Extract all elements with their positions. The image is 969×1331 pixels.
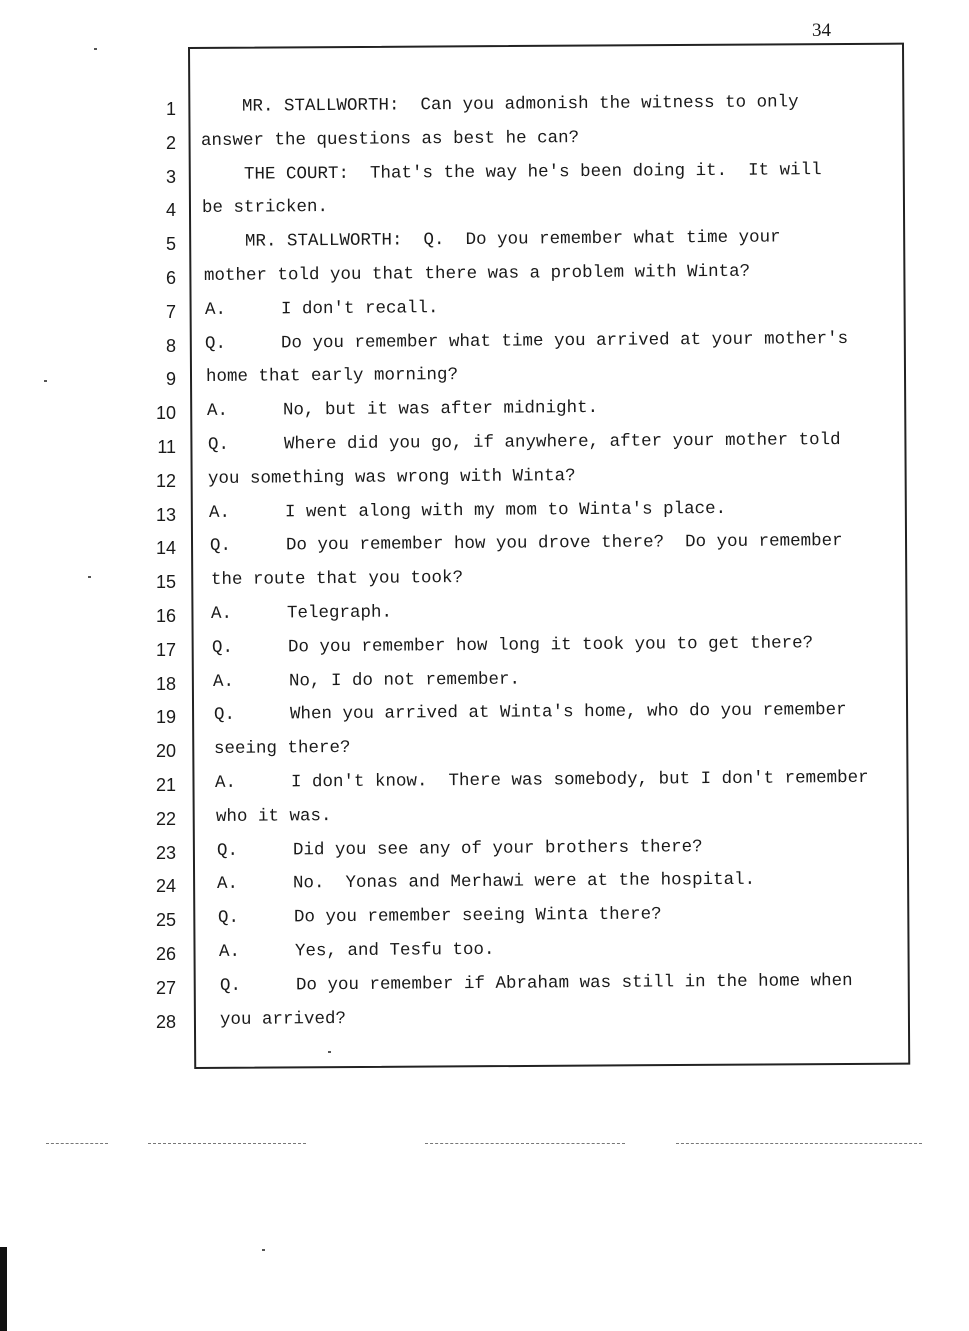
line-body: MR. STALLWORTH: Q. Do you remember what time your <box>202 227 781 253</box>
line-body: answer the questions as best he can? <box>200 127 579 151</box>
line-body: I don't know. There was somebody, but I don't remember <box>290 767 869 793</box>
question-marker: Q. <box>211 637 234 658</box>
line-number: 17 <box>155 639 176 660</box>
transcript-line <box>213 669 520 691</box>
line-body: When you arrived at Winta's home, who do you remember <box>289 700 847 725</box>
scan-speck <box>44 380 47 382</box>
line-body: Do you remember what time you arrived at your mother's <box>281 328 849 353</box>
footer-rule <box>425 1143 625 1144</box>
line-body: I went along with my mom to Winta's place. <box>284 498 727 522</box>
page-number: 34 <box>812 20 831 41</box>
line-body: No, I do not remember. <box>288 669 520 691</box>
line-number: 15 <box>155 572 176 593</box>
line-number: 18 <box>155 673 176 694</box>
line-body: Telegraph. <box>287 602 393 624</box>
transcript-line <box>216 806 332 827</box>
line-body: you something was wrong with Winta? <box>208 465 576 489</box>
answer-marker: A. <box>212 671 234 692</box>
transcript-line <box>204 298 438 320</box>
transcript-line <box>204 262 750 286</box>
line-body: THE COURT: That's the way he's been doing it. It will <box>201 159 822 185</box>
line-body: Yes, and Tesfu too. <box>294 939 495 962</box>
line-number: 9 <box>165 369 176 390</box>
line-body: mother told you that there was a problem with Winta? <box>203 261 750 286</box>
line-number: 20 <box>155 741 176 762</box>
line-body: the route that you took? <box>210 568 463 591</box>
footer-rule <box>676 1143 922 1144</box>
answer-marker: A. <box>214 772 237 793</box>
question-marker: Q. <box>216 840 238 861</box>
answer-marker: A. <box>208 502 231 523</box>
line-number: 21 <box>155 775 176 795</box>
transcript-line <box>202 197 328 218</box>
line-number: 16 <box>155 606 176 626</box>
answer-marker: A. <box>218 941 240 962</box>
answer-marker: A. <box>206 401 228 422</box>
line-body: who it was. <box>215 805 332 827</box>
transcript-line <box>209 499 726 523</box>
transcript-line <box>219 940 495 962</box>
line-number: 27 <box>155 977 176 998</box>
scan-speck <box>328 1051 331 1053</box>
answer-marker: A. <box>217 874 239 895</box>
line-body: you arrived? <box>220 1008 347 1030</box>
transcript-line <box>201 160 821 185</box>
line-number: 2 <box>165 132 176 153</box>
line-body: I don't recall. <box>280 297 439 320</box>
line-body: Do you remember how long it took you to get there? <box>287 633 814 658</box>
transcript-line <box>207 398 598 421</box>
line-number: 3 <box>165 166 176 187</box>
transcript-line <box>208 466 576 489</box>
scan-speck <box>88 576 91 578</box>
transcript-line <box>216 837 702 861</box>
line-number: 11 <box>157 437 176 457</box>
transcript-line <box>210 568 462 590</box>
line-body: seeing there? <box>214 738 351 760</box>
scan-speck <box>94 48 97 50</box>
question-marker: Q. <box>213 705 235 726</box>
scan-speck <box>262 1249 265 1251</box>
line-body: Did you see any of your brothers there? <box>292 836 703 860</box>
line-number: 28 <box>155 1011 176 1032</box>
line-number: 25 <box>155 910 176 931</box>
transcript-line <box>206 365 458 387</box>
transcript-line <box>214 738 351 759</box>
question-marker: Q. <box>205 333 227 354</box>
line-body: No, but it was after midnight. <box>282 398 598 421</box>
transcript-line <box>220 1009 346 1030</box>
question-marker: Q. <box>209 536 231 557</box>
line-number: 6 <box>165 268 176 288</box>
transcript-line <box>211 603 392 624</box>
line-number: 5 <box>165 234 176 255</box>
answer-marker: A. <box>204 299 226 320</box>
line-number: 23 <box>155 842 176 863</box>
line-number: 4 <box>165 200 176 221</box>
line-body: Do you remember how you drove there? Do you remember <box>285 531 843 556</box>
line-body: No. Yonas and Merhawi were at the hospital. <box>293 870 756 894</box>
answer-marker: A. <box>211 603 233 624</box>
line-number: 24 <box>155 876 176 897</box>
line-body: home that early morning? <box>205 365 459 388</box>
line-number: 10 <box>155 403 176 424</box>
line-body: Where did you go, if anywhere, after your mother told <box>283 430 841 455</box>
question-marker: Q. <box>219 975 241 996</box>
line-number: 12 <box>155 470 176 491</box>
question-marker: Q. <box>217 908 240 929</box>
transcript-line <box>201 128 579 151</box>
line-number: 1 <box>165 99 176 119</box>
line-number: 13 <box>155 504 176 525</box>
line-number: 8 <box>165 335 176 356</box>
line-number: 22 <box>155 808 176 829</box>
footer-rule <box>148 1143 306 1144</box>
scan-edge-mark <box>0 1247 7 1331</box>
line-number: 19 <box>155 707 176 728</box>
line-body: MR. STALLWORTH: Can you admonish the witness to only <box>199 92 799 117</box>
line-body: be stricken. <box>202 197 329 219</box>
line-number: 14 <box>155 538 176 559</box>
line-number: 7 <box>165 301 176 322</box>
footer-rule <box>46 1143 108 1144</box>
line-body: Do you remember if Abraham was still in the home when <box>295 970 853 996</box>
question-marker: Q. <box>207 434 229 455</box>
transcript-line <box>218 905 662 928</box>
line-body: Do you remember seeing Winta there? <box>293 904 662 928</box>
line-number: 26 <box>155 944 176 964</box>
